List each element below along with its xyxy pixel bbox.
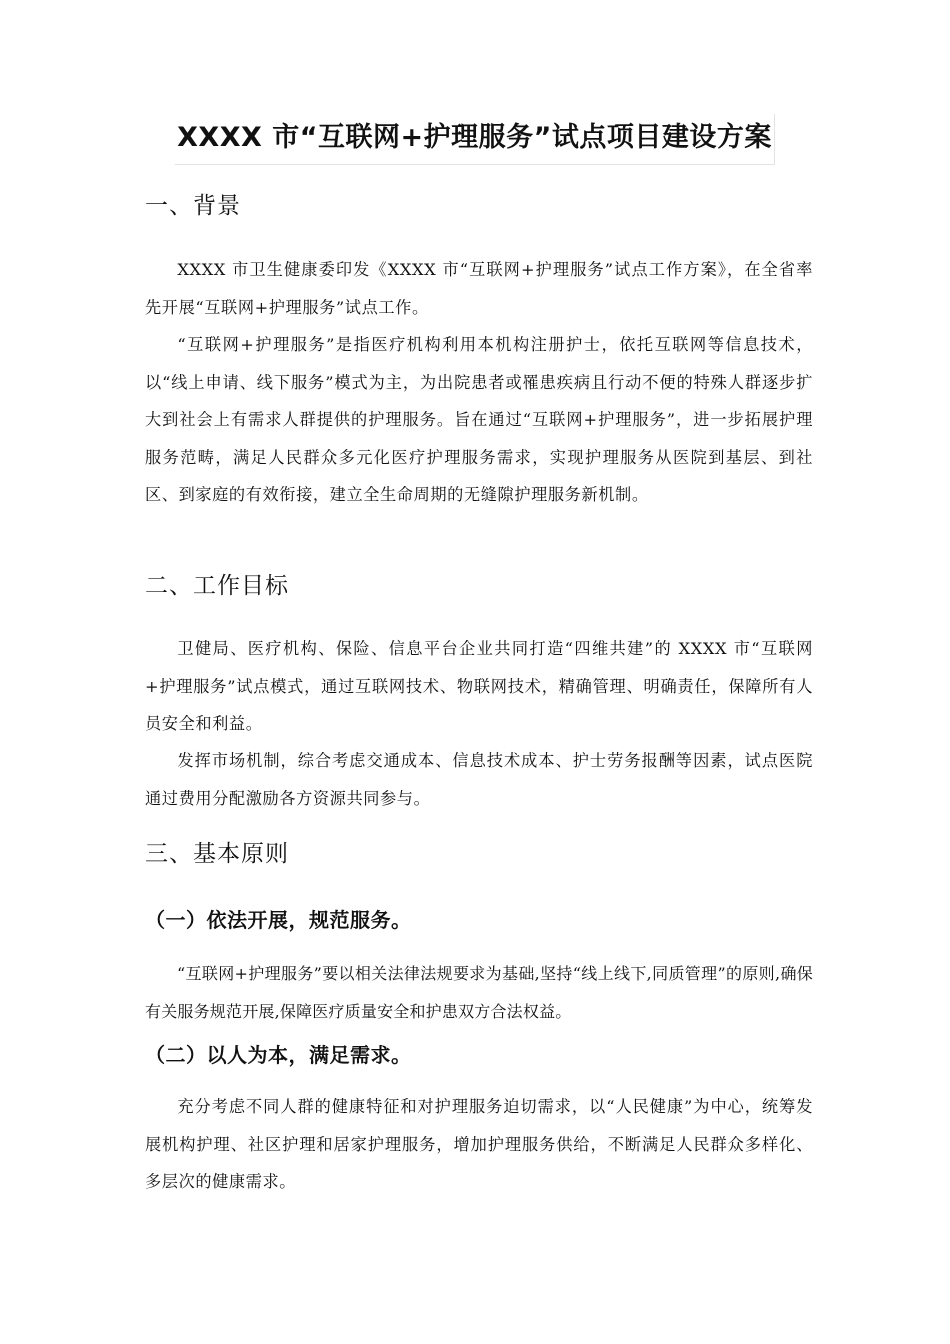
paragraph-lawful: “互联网+护理服务”要以相关法律法规要求为基础,坚持“线上线下,同质管理”的原则,确保有关服务规范开展,保障医疗质量安全和护患双方合法权益。 [145,964,813,1021]
paragraph-background-2: “互联网+护理服务”是指医疗机构利用本机构注册护士，依托互联网等信息技术，以“线上申请、线下服务”模式为主，为出院患者或罹患疾病且行动不便的特殊人群逐步扩大到社会上有需求人群提供的护理服务。旨在通过“互联网+护理服务”，进一步拓展护理服务范畴，满足人民群众多元化医疗护理服务需求，实现护理服务从医院到基层、到社区、到家庭的有效衔接，建立全生命周期的无缝隙护理服务新机制。 [145,335,813,504]
title-container [0,114,950,165]
subsection-heading-people: （二）以人为本，满足需求。 [145,1043,412,1067]
section-heading-principles: 三、基本原则 [145,841,289,867]
document-title: XXXX 市“互联网+护理服务”试点项目建设方案 [175,114,775,165]
paragraph-goals-2: 发挥市场机制，综合考虑交通成本、信息技术成本、护士劳务报酬等因素，试点医院通过费用分配激励各方资源共同参与。 [145,751,813,808]
section-heading-background: 一、背景 [145,193,241,219]
subsection-heading-lawful: （一）依法开展，规范服务。 [145,908,412,932]
paragraph-goals-1: 卫健局、医疗机构、保险、信息平台企业共同打造“四维共建”的 XXXX 市“互联网+护理服务”试点模式，通过互联网技术、物联网技术，精确管理、明确责任，保障所有人员安全和利益。 [145,639,813,733]
paragraph-people: 充分考虑不同人群的健康特征和对护理服务迫切需求，以“人民健康”为中心，统筹发展机构护理、社区护理和居家护理服务，增加护理服务供给，不断满足人民群众多样化、多层次的健康需求。 [145,1097,813,1191]
section-heading-goals: 二、工作目标 [145,573,289,599]
paragraph-background-1: XXXX 市卫生健康委印发《XXXX 市“互联网+护理服务”试点工作方案》，在全省率先开展“互联网+护理服务”试点工作。 [145,260,813,317]
